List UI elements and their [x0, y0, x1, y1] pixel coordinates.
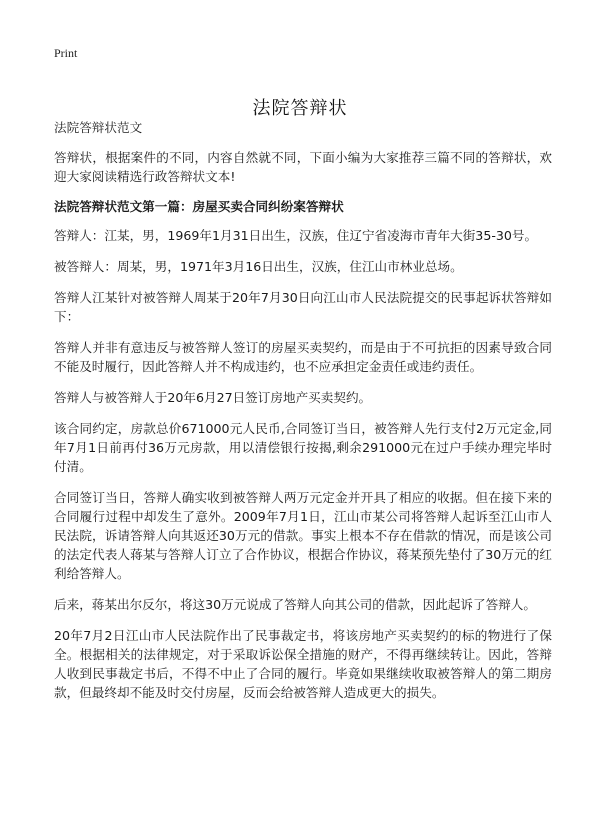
section-heading: 法院答辩状范文第一篇：房屋买卖合同纠纷案答辩状 [54, 199, 344, 214]
body-paragraph: 答辩人并非有意违反与被答辩人签订的房屋买卖契约，而是由于不可抗拒的因素导致合同不能及时履行，因此答辩人并不构成违约，也不应承担定金责任或违约责任。 [54, 340, 552, 374]
document-body [54, 118, 552, 714]
print-label: Print [54, 46, 78, 60]
reply-intro-paragraph: 答辩人江某针对被答辩人周某于20年7月30日向江山市人民法院提交的民事起诉状答辩如下： [54, 290, 552, 324]
body-paragraph: 合同签订当日，答辩人确实收到被答辩人两万元定金并开具了相应的收据。但在接下来的合同履行过程中却发生了意外。2009年7月1日，江山市某公司将答辩人起诉至江山市人民法院，诉请答辩人向其返还30万元的借款。事实上根本不存在借款的情况，而是该公司的法定代表人蒋某与答辩人订立了合作协议，根据合作协议，蒋某预先垫付了30万元的红利给答辩人。 [54, 490, 552, 581]
body-paragraph: 该合同约定，房款总价671000元人民币,合同签订当日，被答辩人先行支付2万元定金,同年7月1日前再付36万元房款，用以清偿银行按揭,剩余291000元在过户手续办理完毕时付清。 [54, 421, 552, 474]
defendant-paragraph: 被答辩人：周某，男，1971年3月16日出生，汉族，住江山市林业总场。 [54, 259, 463, 274]
body-paragraph: 20年7月2日江山市人民法院作出了民事裁定书，将该房地产买卖契约的标的物进行了保全。根据相关的法律规定，对于采取诉讼保全措施的财产，不得再继续转让。因此，答辩人收到民事裁定书后，不得不中止了合同的履行。毕竟如果继续收取被答辩人的第二期房款，但最终却不能及时交付房屋，反而会给被答辩人造成更大的损失。 [54, 628, 552, 700]
document-title: 法院答辩状 [252, 98, 348, 120]
body-paragraph: 答辩人与被答辩人于20年6月27日签订房地产买卖契约。 [54, 390, 372, 405]
intro-paragraph: 答辩状，根据案件的不同，内容自然就不同，下面小编为大家推荐三篇不同的答辩状，欢迎大家阅读精选行政答辩状文本! [54, 150, 552, 184]
body-paragraph: 后来，蒋某出尔反尔，将这30万元说成了答辩人向其公司的借款，因此起诉了答辩人。 [54, 597, 536, 612]
document-subtitle: 法院答辩状范文 [54, 120, 143, 135]
respondent-paragraph: 答辩人：江某，男，1969年1月31日出生，汉族，住辽宁省凌海市青年大街35-30号。 [54, 228, 538, 243]
